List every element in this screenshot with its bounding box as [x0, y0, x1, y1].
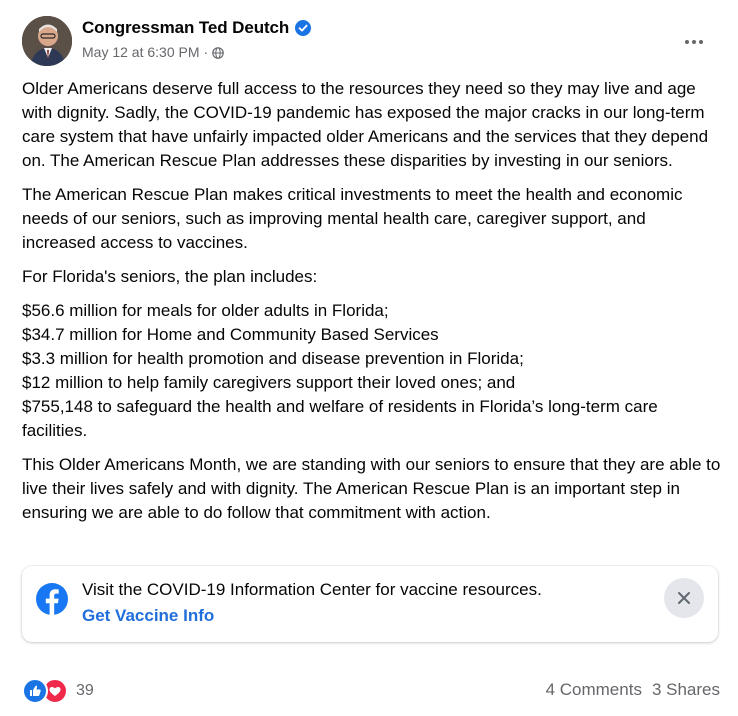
- post-paragraph: For Florida's seniors, the plan includes:: [22, 267, 318, 286]
- get-vaccine-info-link[interactable]: Get Vaccine Info: [82, 606, 215, 625]
- reactions-summary[interactable]: [22, 678, 94, 704]
- funding-list-item: $12 million to help family caregivers support their loved ones; and: [22, 373, 516, 392]
- covid-info-card: [22, 566, 718, 642]
- funding-list: [22, 299, 722, 443]
- facebook-logo-icon: [36, 583, 68, 615]
- author-name[interactable]: Congressman Ted Deutch: [82, 18, 290, 37]
- post-paragraph: This Older Americans Month, we are standing with our seniors to ensure that they are able to live their lives safely and with dignity. The American Rescue Plan is an important step in ensuring we are able to do follow that commitment with action.: [22, 455, 721, 522]
- avatar[interactable]: [22, 16, 72, 66]
- post-timestamp[interactable]: May 12 at 6:30 PM: [82, 44, 200, 60]
- avatar-image: [22, 16, 72, 66]
- shares-count-link[interactable]: 3 Shares: [651, 680, 720, 699]
- more-options-button[interactable]: [676, 24, 712, 60]
- post-header: [22, 14, 718, 70]
- post-body: [22, 77, 722, 535]
- more-dots-icon: [685, 40, 689, 44]
- funding-list-item: $34.7 million for Home and Community Based Services: [22, 325, 439, 344]
- comments-count-link[interactable]: 4 Comments: [545, 680, 642, 699]
- meta-separator: ·: [203, 44, 209, 60]
- reaction-count: 39: [76, 682, 94, 699]
- more-dot: [699, 40, 703, 44]
- more-dot: [692, 40, 696, 44]
- post-paragraph: Older Americans deserve full access to the resources they need so they may live and age with dignity. Sadly, the COVID-19 pandemic has exposed the major cracks in our long-term care system that have unfairly impacted older Americans and the services that they depend on. The American Rescue Plan addresses these disparities by investing in our seniors.: [22, 79, 709, 170]
- verified-badge-icon: [295, 20, 311, 36]
- close-icon: [676, 590, 692, 606]
- post-footer: [22, 678, 720, 704]
- close-info-card-button[interactable]: [664, 578, 704, 618]
- author-line: [82, 18, 311, 38]
- globe-icon[interactable]: [212, 46, 224, 58]
- funding-list-item: $755,148 to safeguard the health and welfare of residents in Florida’s long-term care facilities.: [22, 397, 658, 440]
- info-card-text: Visit the COVID-19 Information Center for vaccine resources.: [82, 580, 542, 599]
- funding-list-item: $3.3 million for health promotion and disease prevention in Florida;: [22, 349, 524, 368]
- post-meta: [82, 44, 224, 60]
- post-paragraph: The American Rescue Plan makes critical investments to meet the health and economic needs of our seniors, such as improving mental health care, caregiver support, and increased access to vaccines.: [22, 185, 683, 252]
- funding-list-item: $56.6 million for meals for older adults in Florida;: [22, 301, 389, 320]
- like-reaction-icon: [22, 678, 48, 704]
- engagement-stats: [546, 680, 720, 700]
